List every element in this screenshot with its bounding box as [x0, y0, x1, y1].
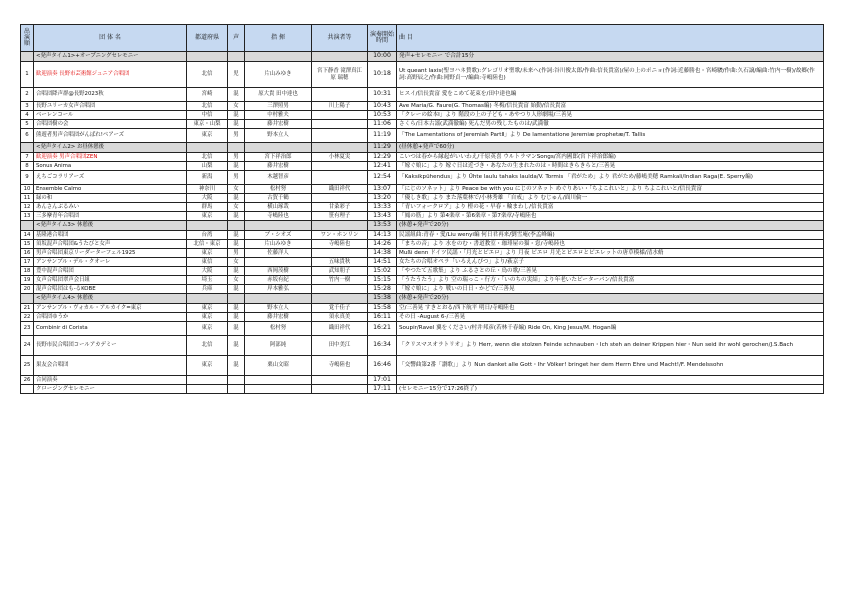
start-time-cell: 13:33	[368, 203, 397, 212]
table-row	[21, 385, 824, 394]
group-name-cell: 長野ユリーカ女声合唱団	[34, 102, 187, 111]
order-cell: 18	[21, 267, 34, 276]
songs-cell: さくら/日本古謡(武満徹編) 死んだ男の残したものは/武満徹	[397, 120, 824, 129]
group-name-cell: 緑の和	[34, 194, 187, 203]
voice-cell: 混	[228, 212, 245, 221]
table-row	[21, 171, 824, 185]
order-cell: 11	[21, 194, 34, 203]
voice-cell: 混	[228, 267, 245, 276]
group-name-cell: 合唱団降声群@長野2023秋	[34, 88, 187, 102]
songs-cell: 女たちの合唱オペラ「いろえんぴつ」より/萩京子	[397, 258, 824, 267]
conductor-cell	[245, 258, 312, 267]
songs-cell: その日 -August 6-/三善晃	[397, 313, 824, 322]
group-name-cell: クロージングセレモニー	[34, 385, 187, 394]
start-time-cell: 13:43	[368, 212, 397, 221]
voice-cell: 混	[228, 162, 245, 171]
songs-cell: (昼休憩+発声で60分)	[397, 143, 824, 153]
conductor-cell: 木越智彦	[245, 171, 312, 185]
conductor-cell: 野本立人	[245, 129, 312, 143]
songs-cell: 「まちの音」より 水をのむ・書道教室・珈琲屋の猫・窓/寺嶋陸也	[397, 240, 824, 249]
table-row	[21, 356, 824, 376]
table-row	[21, 376, 824, 385]
header-conductor: 指 揮	[245, 25, 312, 52]
songs-cell: 「Kaksikpühendus」より Ühte laulu tahaks laulda/V. Tormis 「君がため」より 君がため/藤嶋美穂 Ramkali/Indian Raga(E. Sperry編)	[397, 171, 824, 185]
order-cell: 6	[21, 129, 34, 143]
header-order: 出演順	[21, 25, 34, 52]
order-cell	[21, 221, 34, 231]
table-row	[21, 313, 824, 322]
voice-cell	[228, 221, 245, 231]
section-row	[21, 52, 824, 62]
group-name-cell: <発声タイム4> 休憩後	[34, 294, 187, 304]
songs-cell: 民謡組曲:青春・愛/Liu wenyi編 何日君再来/劉雪庵(李孟峰編)	[397, 231, 824, 240]
conductor-cell: 野本立人	[245, 304, 312, 313]
performers-cell	[312, 143, 368, 153]
order-cell: 14	[21, 231, 34, 240]
prefecture-cell: 神奈川	[187, 185, 228, 194]
performers-cell	[312, 385, 368, 394]
table-row	[21, 276, 824, 285]
performers-cell	[312, 120, 368, 129]
prefecture-cell	[187, 221, 228, 231]
group-name-cell: <発声タイム2> お昼休憩後	[34, 143, 187, 153]
voice-cell: 混	[228, 194, 245, 203]
group-name-cell: Sonus Anima	[34, 162, 187, 171]
table-row	[21, 153, 824, 162]
conductor-cell	[245, 294, 312, 304]
order-cell: 17	[21, 258, 34, 267]
group-name-cell: 合同演奏	[34, 376, 187, 385]
performers-cell: ワン・ホンリン	[312, 231, 368, 240]
start-time-cell: 15:38	[368, 294, 397, 304]
start-time-cell: 15:28	[368, 285, 397, 294]
voice-cell: 混	[228, 120, 245, 129]
start-time-cell: 11:06	[368, 120, 397, 129]
table-row	[21, 212, 824, 221]
prefecture-cell	[187, 376, 228, 385]
start-time-cell: 10:31	[368, 88, 397, 102]
prefecture-cell	[187, 385, 228, 394]
songs-cell: ヒスイ/信長貴富 愛をこめて花束を/田中達也編	[397, 88, 824, 102]
start-time-cell: 10:43	[368, 102, 397, 111]
group-name-cell: 混声合唱団はも-るKOBE	[34, 285, 187, 294]
order-cell: 10	[21, 185, 34, 194]
group-name-cell: <発声タイム3> 休憩後	[34, 221, 187, 231]
voice-cell	[228, 294, 245, 304]
order-cell: 2	[21, 88, 34, 102]
prefecture-cell: 東信	[187, 258, 228, 267]
voice-cell	[228, 376, 245, 385]
voice-cell: 混	[228, 240, 245, 249]
conductor-cell	[245, 376, 312, 385]
performers-cell	[312, 294, 368, 304]
performers-cell: 須永真美	[312, 313, 368, 322]
table-row	[21, 249, 824, 258]
order-cell	[21, 385, 34, 394]
order-cell: 20	[21, 285, 34, 294]
songs-cell: こいつは春から縁起がいいわえ/千原英喜 ウルトラマンSongs/宮内國郎(宮下祥治郎編)	[397, 153, 824, 162]
conductor-cell: ブ・シオズ	[245, 231, 312, 240]
group-name-cell: アンサンブル・ヴォカル・アルカイク=東京	[34, 304, 187, 313]
songs-cell: 「交響曲第2番「讃歌」」より Nun danket alle Gott・Ihr Völker! bringet her dem Herrn Ehre und Macht!/F. Mendelssohn	[397, 356, 824, 376]
voice-cell: 混	[228, 285, 245, 294]
conductor-cell: 寺嶋陸也	[245, 212, 312, 221]
conductor-cell: 三澤照男	[245, 102, 312, 111]
group-name-cell: あんさんぶるみい	[34, 203, 187, 212]
table-row	[21, 231, 824, 240]
voice-cell: 女	[228, 203, 245, 212]
prefecture-cell	[187, 143, 228, 153]
prefecture-cell	[187, 294, 228, 304]
performers-cell: 小林夏実	[312, 153, 368, 162]
songs-cell	[397, 376, 824, 385]
voice-cell: 混	[228, 336, 245, 356]
conductor-cell: 阿部純	[245, 336, 312, 356]
prefecture-cell: 東京	[187, 313, 228, 322]
conductor-cell: 片山みゆき	[245, 240, 312, 249]
performers-cell	[312, 171, 368, 185]
performers-cell	[312, 129, 368, 143]
voice-cell: 混	[228, 322, 245, 336]
songs-cell: Ave Maria/G. Faure(G. Thomas編) 冬梅/信長貴富 始動/信長貴富	[397, 102, 824, 111]
start-time-cell: 14:38	[368, 249, 397, 258]
table-row	[21, 258, 824, 267]
performers-cell: 田中美江	[312, 336, 368, 356]
group-name-cell: 合唱団ゆうか	[34, 313, 187, 322]
start-time-cell: 11:29	[368, 143, 397, 153]
performers-cell	[312, 285, 368, 294]
conductor-cell	[245, 385, 312, 394]
voice-cell	[228, 52, 245, 62]
performers-cell: 覚千佳子	[312, 304, 368, 313]
performers-cell	[312, 194, 368, 203]
conductor-cell	[245, 52, 312, 62]
songs-cell: 「うたうたう」より 空の瑞っこ・行方・「いのちの実結」より年老いたピーターパン/信長貴富	[397, 276, 824, 285]
prefecture-cell: 北信	[187, 62, 228, 88]
table-row	[21, 162, 824, 171]
order-cell: 13	[21, 212, 34, 221]
songs-cell: 「鳳の筋」より 第4楽章・第6楽章・第7楽章/寺嶋陸也	[397, 212, 824, 221]
table-row	[21, 102, 824, 111]
prefecture-cell: 北信	[187, 336, 228, 356]
songs-cell: 発声+セレモニー で合計15分	[397, 52, 824, 62]
conductor-cell: 赤坂有紀	[245, 276, 312, 285]
prefecture-cell: 東京	[187, 129, 228, 143]
header-row	[21, 25, 824, 52]
table-row	[21, 194, 824, 203]
header-songs: 曲 目	[397, 25, 824, 52]
performers-cell: 武知朋子	[312, 267, 368, 276]
prefecture-cell: 東京	[187, 249, 228, 258]
start-time-cell: 10:00	[368, 52, 397, 62]
voice-cell: 混	[228, 111, 245, 120]
performers-cell: 竹内一樹	[312, 276, 368, 285]
start-time-cell: 15:15	[368, 276, 397, 285]
section-row	[21, 143, 824, 153]
order-cell: 23	[21, 322, 34, 336]
prefecture-cell: 北信	[187, 153, 228, 162]
prefecture-cell: 山梨	[187, 162, 228, 171]
header-voice: 声	[228, 25, 245, 52]
songs-cell: 空/三善晃 すきとおる/西下航平 明日/寺嶋陸也	[397, 304, 824, 313]
start-time-cell: 12:54	[368, 171, 397, 185]
table-row	[21, 267, 824, 276]
performers-cell	[312, 88, 368, 102]
prefecture-cell: 東京	[187, 322, 228, 336]
table-row	[21, 88, 824, 102]
conductor-cell: 原大貴 田中達也	[245, 88, 312, 102]
order-cell: 24	[21, 336, 34, 356]
start-time-cell: 13:20	[368, 194, 397, 203]
header-start-time: 演奏開始時間	[368, 25, 397, 52]
start-time-cell: 11:19	[368, 129, 397, 143]
performers-cell	[312, 221, 368, 231]
prefecture-cell: 新潟	[187, 171, 228, 185]
order-cell: 12	[21, 203, 34, 212]
conductor-cell: 栗山文昭	[245, 356, 312, 376]
conductor-cell: 岸本雅弘	[245, 285, 312, 294]
performers-cell: 笹有理子	[312, 212, 368, 221]
order-cell: 3	[21, 102, 34, 111]
order-cell: 25	[21, 356, 34, 376]
order-cell: 8	[21, 162, 34, 171]
order-cell: 21	[21, 304, 34, 313]
order-cell	[21, 52, 34, 62]
order-cell: 15	[21, 240, 34, 249]
table-row	[21, 62, 824, 88]
group-name-cell: えちごコラリアーズ	[34, 171, 187, 185]
prefecture-cell	[187, 52, 228, 62]
voice-cell: 女	[228, 102, 245, 111]
conductor-cell: 松村努	[245, 185, 312, 194]
conductor-cell: 西岡茂樹	[245, 267, 312, 276]
conductor-cell: 宮下祥治郎	[245, 153, 312, 162]
group-name-cell: アンサンブル・デル・クオーレ	[34, 258, 187, 267]
group-name-cell: 三多摩青年合唱団	[34, 212, 187, 221]
voice-cell: 女	[228, 276, 245, 285]
order-cell: 4	[21, 111, 34, 120]
songs-cell: 「クレーの絵本Ⅰ」より 階段の上の子ども・あやつり人形劇場/三善晃	[397, 111, 824, 120]
table-row	[21, 129, 824, 143]
order-cell: 1	[21, 62, 34, 88]
table-row	[21, 322, 824, 336]
group-name-cell: 熊遊者男声合唱団がんばれ!ベアーズ	[34, 129, 187, 143]
group-name-cell: 豊中混声合唱団	[34, 267, 187, 276]
start-time-cell: 16:21	[368, 322, 397, 336]
order-cell	[21, 143, 34, 153]
start-time-cell: 13:53	[368, 221, 397, 231]
group-name-cell: Combinir di Corista	[34, 322, 187, 336]
performers-cell: 寺嶋陸也	[312, 356, 368, 376]
voice-cell: 男	[228, 129, 245, 143]
order-cell: 16	[21, 249, 34, 258]
table-row	[21, 111, 824, 120]
program-schedule-sheet	[20, 24, 823, 394]
performers-cell	[312, 376, 368, 385]
conductor-cell: 中村雅夫	[245, 111, 312, 120]
voice-cell: 男	[228, 153, 245, 162]
prefecture-cell: 埼玉	[187, 276, 228, 285]
start-time-cell: 12:41	[368, 162, 397, 171]
songs-cell: 「The Lamentations of Jeremiah PartⅡ」より De lamentatione Jeremiæ prophetæ/T. Tallis	[397, 129, 824, 143]
performers-cell	[312, 249, 368, 258]
start-time-cell: 10:53	[368, 111, 397, 120]
prefecture-cell: 兵庫	[187, 285, 228, 294]
performers-cell: 寺嶋陸也	[312, 240, 368, 249]
conductor-cell: 佐藤洋人	[245, 249, 312, 258]
conductor-cell: 藤井宏樹	[245, 313, 312, 322]
table-row	[21, 285, 824, 294]
group-name-cell: 長野市民合唱団コールアカデミー	[34, 336, 187, 356]
start-time-cell: 14:13	[368, 231, 397, 240]
group-name-cell: Ensemble Calmo	[34, 185, 187, 194]
start-time-cell: 17:01	[368, 376, 397, 385]
order-cell: 19	[21, 276, 34, 285]
start-time-cell: 12:29	[368, 153, 397, 162]
table-row	[21, 203, 824, 212]
order-cell: 26	[21, 376, 34, 385]
table-row	[21, 240, 824, 249]
prefecture-cell: 東京	[187, 304, 228, 313]
group-name-cell: 合唱団樹の会	[34, 120, 187, 129]
voice-cell: 混	[228, 88, 245, 102]
songs-cell: Soupir/Ravel 翼をください/村井邦彦(若林千春編) Ride On, King Jesus/M. Hogan編	[397, 322, 824, 336]
conductor-cell	[245, 143, 312, 153]
songs-cell: 「クリスマスオラトリオ」より Herr, wenn die stolzen Feinde schnauben・Ich steh an deiner Krippen hier・Nun seid ihr wohl gerochen/J.S.Bach	[397, 336, 824, 356]
conductor-cell: 横山琢哉	[245, 203, 312, 212]
performers-cell: 宮下静香 滝澤真江 原 瑞穂	[312, 62, 368, 88]
voice-cell: 児	[228, 62, 245, 88]
conductor-cell: 片山みゆき	[245, 62, 312, 88]
start-time-cell: 15:02	[368, 267, 397, 276]
header-prefecture: 都道府県	[187, 25, 228, 52]
conductor-cell: 藤井宏樹	[245, 162, 312, 171]
songs-cell: (休憩+発声で20分)	[397, 294, 824, 304]
start-time-cell: 14:51	[368, 258, 397, 267]
performers-cell	[312, 111, 368, 120]
songs-cell: Mußi denn ドイツ民謡・「月光とピエロ」より 月夜 ピエロ 月光とピエロとピエレットの唐草模様/清水脩	[397, 249, 824, 258]
header-performers: 共演者等	[312, 25, 368, 52]
group-name-cell: 須坂混声合唱団&うたびと女声	[34, 240, 187, 249]
songs-cell: 「嫁ぐ娘に」より 戦いの日日・かどで/三善晃	[397, 285, 824, 294]
order-cell: 5	[21, 120, 34, 129]
prefecture-cell: 東京・山梨	[187, 120, 228, 129]
group-name-cell: 男声合唱団東京リーダーターフェル1925	[34, 249, 187, 258]
prefecture-cell: 中信	[187, 111, 228, 120]
prefecture-cell: 北信	[187, 102, 228, 111]
prefecture-cell: 群馬	[187, 203, 228, 212]
order-cell: 7	[21, 153, 34, 162]
start-time-cell: 15:58	[368, 304, 397, 313]
start-time-cell: 16:34	[368, 336, 397, 356]
prefecture-cell: 台湾	[187, 231, 228, 240]
conductor-cell: 松村努	[245, 322, 312, 336]
performers-cell	[312, 162, 368, 171]
group-name-cell: 歓迎演奏 男声合唱団ZEN	[34, 153, 187, 162]
performers-cell	[312, 52, 368, 62]
performers-cell: 川上陽子	[312, 102, 368, 111]
group-name-cell: 女声合唱団翠声会日組	[34, 276, 187, 285]
performers-cell: 五味貴秋	[312, 258, 368, 267]
conductor-cell: 古賀千鶴	[245, 194, 312, 203]
prefecture-cell: 東京	[187, 356, 228, 376]
conductor-cell: 藤井宏樹	[245, 120, 312, 129]
songs-cell: 「にじのソネット」より Peace be with you にじのソネット めぐりあい・「ちよこれいと」より ちよこれいと/信長貴富	[397, 185, 824, 194]
start-time-cell: 14:26	[368, 240, 397, 249]
header-group-name: 団 体 名	[34, 25, 187, 52]
start-time-cell: 16:46	[368, 356, 397, 376]
section-row	[21, 221, 824, 231]
table-row	[21, 185, 824, 194]
order-cell	[21, 294, 34, 304]
voice-cell: 混	[228, 231, 245, 240]
prefecture-cell: 大阪	[187, 194, 228, 203]
voice-cell: 混	[228, 356, 245, 376]
start-time-cell: 16:11	[368, 313, 397, 322]
prefecture-cell: 北信・東京	[187, 240, 228, 249]
group-name-cell: <発声タイム1>+オープニングセレモニー	[34, 52, 187, 62]
voice-cell: 男	[228, 249, 245, 258]
performers-cell: 織田祥代	[312, 185, 368, 194]
songs-cell: 「優しき歌」より また落葉林で/小林秀雄 「自戒」より むじゅん/面川倫一	[397, 194, 824, 203]
start-time-cell: 13:07	[368, 185, 397, 194]
start-time-cell: 10:18	[368, 62, 397, 88]
order-cell: 9	[21, 171, 34, 185]
group-name-cell: 果友会合唱団	[34, 356, 187, 376]
voice-cell	[228, 385, 245, 394]
performers-cell: 織田祥代	[312, 322, 368, 336]
group-name-cell: 基隆港合唱団	[34, 231, 187, 240]
table-row	[21, 120, 824, 129]
order-cell: 22	[21, 313, 34, 322]
songs-cell: Ut queant laxis(聖ヨハネ賛歌):グレゴリオ聖歌/未来へ(作詞:谷川俊太郎/作曲:信長貴富)/屋の上のポニョ(作詞:近藤勝也・宮崎駿/作曲:久石譲/編曲:竹内一樹)/故郷(作詞:高野辰之/作曲:岡野貞一/編曲:寺嶋陸也)	[397, 62, 824, 88]
voice-cell: 混	[228, 313, 245, 322]
voice-cell: 女	[228, 185, 245, 194]
section-row	[21, 294, 824, 304]
voice-cell: 男	[228, 171, 245, 185]
table-row	[21, 336, 824, 356]
songs-cell: 「嫁ぐ娘に」より 嫁ぐ日は近づき・あなたの生まれたのは・時間はきらきらと/三善晃	[397, 162, 824, 171]
group-name-cell: 歓迎演奏 長野市芸術館ジュニア合唱団	[34, 62, 187, 88]
voice-cell: 女	[228, 258, 245, 267]
performers-cell: 甘粂彩子	[312, 203, 368, 212]
start-time-cell: 17:11	[368, 385, 397, 394]
prefecture-cell: 宮崎	[187, 88, 228, 102]
program-table	[20, 24, 824, 394]
voice-cell: 混	[228, 304, 245, 313]
conductor-cell	[245, 221, 312, 231]
songs-cell: 「やつたて五歌集」より ふるさとの丘・鳥の歌/三善晃	[397, 267, 824, 276]
table-row	[21, 304, 824, 313]
songs-cell: 「青いフォークロア」より 橙の花・早春・輪まわし/信長貴富	[397, 203, 824, 212]
songs-cell: (セレモニー15分で17:26終了)	[397, 385, 824, 394]
prefecture-cell: 東京	[187, 212, 228, 221]
group-name-cell: ベーレンコール	[34, 111, 187, 120]
songs-cell: (休憩+発声で20分)	[397, 221, 824, 231]
voice-cell	[228, 143, 245, 153]
prefecture-cell: 大阪	[187, 267, 228, 276]
